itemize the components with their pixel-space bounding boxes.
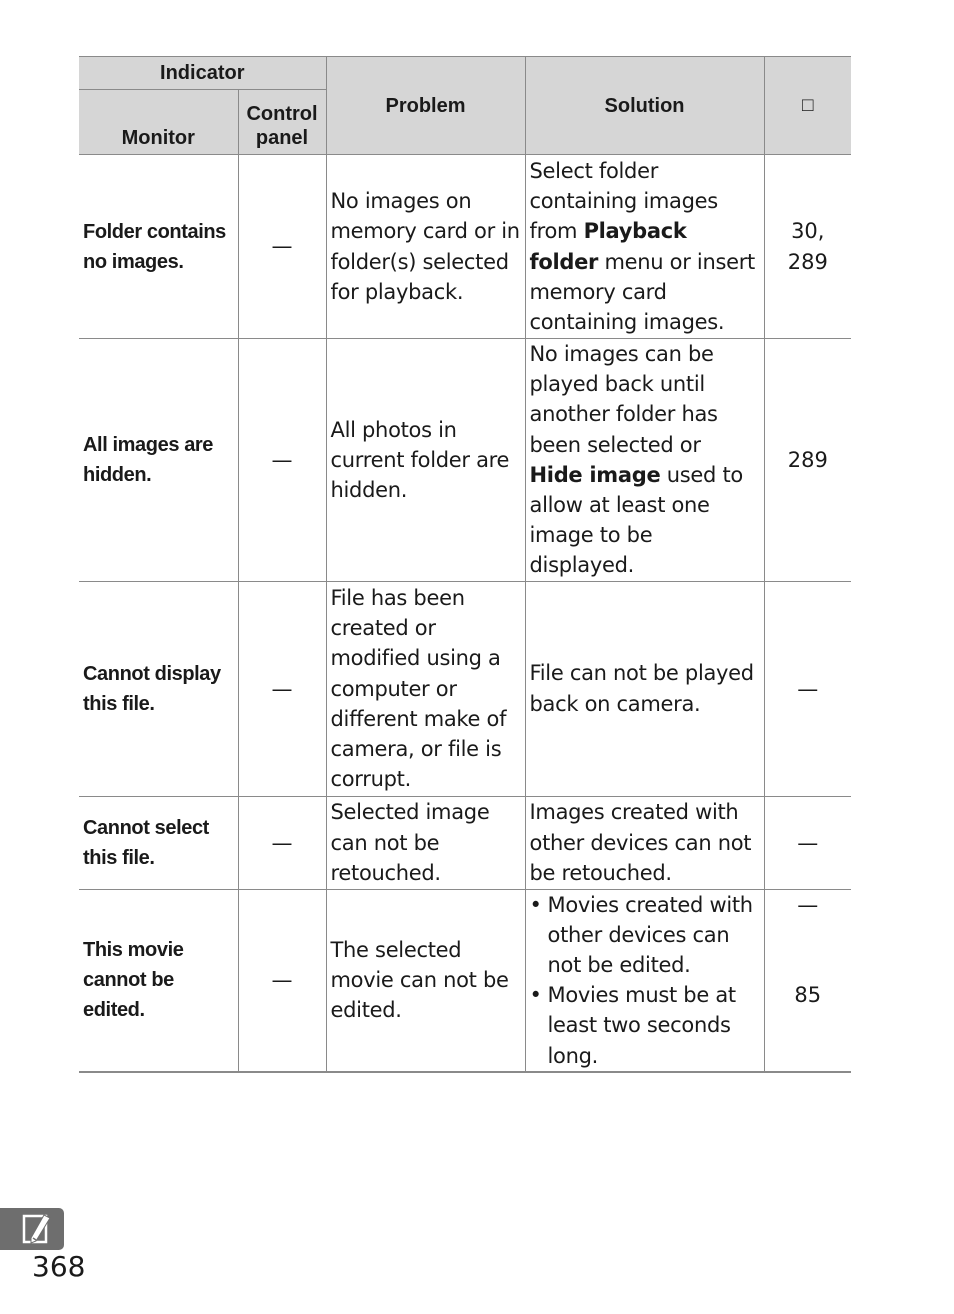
monitor-message: Folder contains no images.: [79, 155, 238, 339]
problem-text: Selected image can not be retouched.: [326, 796, 525, 889]
control-panel-indicator: —: [238, 339, 326, 582]
table-row: [79, 339, 851, 582]
table-row: [79, 889, 851, 1072]
page-reference: 30, 289: [764, 155, 851, 339]
monitor-header: Monitor: [79, 90, 238, 155]
problem-text: File has been created or modified using a computer or different make of camera, or file is corrupt.: [326, 581, 525, 796]
problem-text: The selected movie can not be edited.: [326, 889, 525, 1072]
solution-header: Solution: [525, 57, 764, 155]
table-row: [79, 581, 851, 796]
page-reference-header: [764, 57, 851, 155]
menu-item-name: Hide image: [529, 462, 661, 487]
problem-header: Problem: [326, 57, 525, 155]
troubleshooting-pencil-icon: [22, 1213, 52, 1245]
indicator-header: Indicator: [79, 57, 326, 90]
book-icon: □: [802, 95, 814, 116]
section-tab: [0, 1208, 64, 1250]
solution-text: No images can be played back until another folder has been selected or Hide image used to allow at least one image to be displayed.: [525, 339, 764, 582]
control-panel-indicator: —: [238, 889, 326, 1072]
list-item: • Movies created with other devices can not be edited.: [530, 890, 760, 981]
control-panel-indicator: —: [238, 581, 326, 796]
table-row: [79, 155, 851, 339]
page-reference: 289: [764, 339, 851, 582]
control-panel-indicator: —: [238, 155, 326, 339]
solution-text: Images created with other devices can not be retouched.: [525, 796, 764, 889]
menu-item-name: Playback folder: [529, 219, 687, 274]
page-reference: — 85: [764, 889, 851, 1072]
problem-text: All photos in current folder are hidden.: [326, 339, 525, 582]
solution-list: [525, 889, 764, 1072]
monitor-message: This movie cannot be edited.: [79, 889, 238, 1072]
page-number: 368: [32, 1250, 86, 1283]
control-panel-header: Control panel: [238, 90, 326, 155]
solution-text: File can not be played back on camera.: [525, 581, 764, 796]
page-reference: —: [764, 796, 851, 889]
troubleshooting-table: [79, 56, 851, 1073]
monitor-message: Cannot select this file.: [79, 796, 238, 889]
table-row: [79, 796, 851, 889]
bullet: •: [529, 892, 542, 917]
control-panel-indicator: —: [238, 796, 326, 889]
problem-text: No images on memory card or in folder(s) selected for playback.: [326, 155, 525, 339]
page-reference: —: [764, 581, 851, 796]
monitor-message: Cannot display this file.: [79, 581, 238, 796]
monitor-message: All images are hidden.: [79, 339, 238, 582]
solution-text: Select folder containing images from Playback folder menu or insert memory card containing images.: [525, 155, 764, 339]
bullet: •: [529, 983, 542, 1008]
list-item: • Movies must be at least two seconds long.: [530, 980, 760, 1071]
